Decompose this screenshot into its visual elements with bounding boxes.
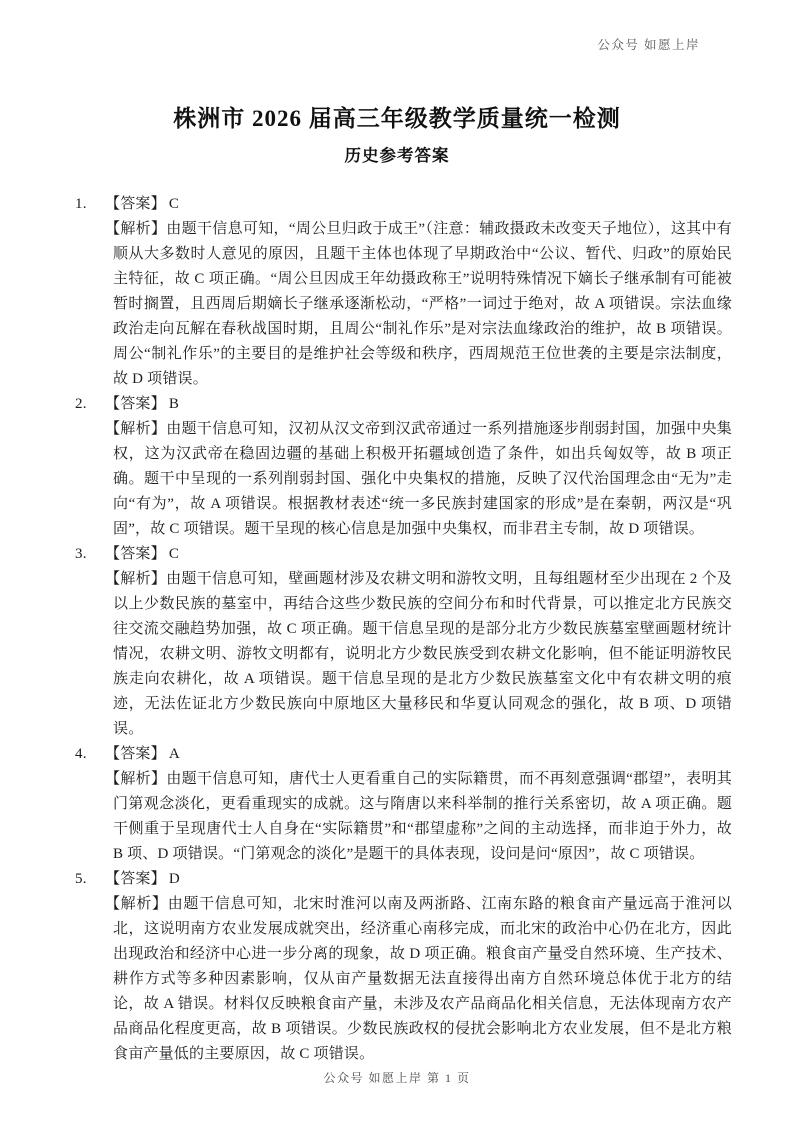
analysis-paragraph bbox=[105, 417, 732, 542]
answer-item-5 bbox=[75, 867, 732, 1067]
item-body bbox=[105, 392, 732, 542]
item-number: 5. bbox=[75, 871, 87, 887]
analysis-paragraph bbox=[105, 217, 732, 392]
answer-letter: A bbox=[168, 746, 180, 762]
item-number: 4. bbox=[75, 746, 87, 762]
analysis-label: 【解析】 bbox=[105, 771, 167, 787]
answer-line bbox=[105, 392, 732, 417]
analysis-text: 由题干信息可知，唐代士人更看重自己的实际籍贯，而不再刻意强调“郡望”，表明其门第观念淡化，更看重现实的成就。这与隋唐以来科举制的推行关系密切，故 A 项正确。题干侧重于呈现唐代士人自身在“实际籍贯”和“郡望虚称”之间的主动选择，而非迫于外力，故 B 项、D 项错误。“门第观念的淡化”是题干的具体表现，设问是问“原因”，故 C 项错误。 bbox=[113, 771, 732, 862]
answer-item-1 bbox=[75, 192, 732, 392]
answer-letter: C bbox=[168, 196, 180, 212]
answer-line bbox=[105, 867, 732, 892]
answer-letter: D bbox=[168, 871, 180, 887]
analysis-text: 由题干信息可知，“周公旦归政于成王”（注意：辅政摄政未改变天子地位），这其中有顺从大多数时人意见的原因，且题干主体也体现了早期政治中“公议、暂代、归政”的原始民主特征，故 C 项正确。“周公旦因成王年幼摄政称王”说明特殊情况下嫡长子继承制有可能被暂时搁置，且西周后期嫡长子继承逐渐松动，“严格”一词过于绝对，故 A 项错误。宗法血缘政治走向瓦解在春秋战国时期，且周公“制礼作乐”是对宗法血缘政治的维护，故 B 项错误。周公“制礼作乐”的主要目的是维护社会等级和秩序，西周规范王位世袭的主要是宗法制度，故 D 项错误。 bbox=[113, 221, 732, 387]
answer-label: 【答案】 bbox=[105, 871, 166, 887]
item-body bbox=[105, 542, 732, 742]
answers-list bbox=[75, 192, 732, 1067]
answer-line bbox=[105, 542, 732, 567]
answer-letter: B bbox=[168, 396, 180, 412]
page-subtitle: 历史参考答案 bbox=[344, 146, 450, 165]
page-title: 株洲市 2026 届高三年级教学质量统一检测 bbox=[173, 106, 621, 131]
analysis-text: 由题干信息可知，汉初从汉文帝到汉武帝通过一系列措施逐步削弱封国，加强中央集权，这为汉武帝在稳固边疆的基础上积极开拓疆域创造了条件，如出兵匈奴等，故 B 项正确。题干中呈现的一系列削弱封国、强化中央集权的措施，反映了汉代治国理念由“无为”走向“有为”，故 A 项错误。根据教材表述“统一多民族封建国家的形成”是在秦朝，两汉是“巩固”，故 C 项错误。题干呈现的核心信息是加强中央集权，而非君主专制，故 D 项错误。 bbox=[113, 421, 732, 537]
answer-item-3 bbox=[75, 542, 732, 742]
analysis-label: 【解析】 bbox=[105, 571, 167, 587]
answer-label: 【答案】 bbox=[105, 396, 166, 412]
item-body bbox=[105, 867, 732, 1067]
analysis-text: 由题干信息可知，壁画题材涉及农耕文明和游牧文明，且每组题材至少出现在 2 个及以上少数民族的墓室中，再结合这些少数民族的空间分布和时代背景，可以推定北方民族交往交流交融趋势加强，故 C 项正确。题干信息呈现的是部分北方少数民族墓室壁画题材统计情况，农耕文明、游牧文明都有，说明北方少数民族受到农耕文化影响，但不能证明游牧民族走向农耕化，故 A 项错误。题干信息呈现的是北方少数民族墓室文化中有农耕文明的痕迹，无法佐证北方少数民族向中原地区大量移民和华夏认同观念的强化，故 B 项、D 项错误。 bbox=[113, 571, 732, 737]
analysis-paragraph bbox=[105, 767, 732, 867]
item-body bbox=[105, 192, 732, 392]
answer-item-2 bbox=[75, 392, 732, 542]
analysis-text: 由题干信息可知，北宋时淮河以南及两浙路、江南东路的粮食亩产量远高于淮河以北，这说明南方农业发展成就突出，经济重心南移完成，而北宋的政治中心仍在北方，因此出现政治和经济中心进一步分离的现象，故 D 项正确。粮食亩产量受自然环境、生产技术、耕作方式等多种因素影响，仅从亩产量数据无法直接得出南方自然环境总体优于北方的结论，故 A 错误。材料仅反映粮食亩产量，未涉及农产品商品化相关信息，无法体现南方农产品商品化程度更高，故 B 项错误。少数民族政权的侵扰会影响北方农业发展，但不是北方粮食亩产量低的主要原因，故 C 项错误。 bbox=[113, 896, 732, 1062]
analysis-paragraph bbox=[105, 567, 732, 742]
analysis-label: 【解析】 bbox=[105, 221, 167, 237]
item-number: 2. bbox=[75, 396, 87, 412]
answer-label: 【答案】 bbox=[105, 196, 166, 212]
answer-item-4 bbox=[75, 742, 732, 867]
analysis-label: 【解析】 bbox=[105, 421, 167, 437]
item-number: 1. bbox=[75, 196, 87, 212]
footer-page-number: 公众号 如愿上岸 第 1 页 bbox=[323, 1071, 471, 1085]
answer-line bbox=[105, 192, 732, 217]
answer-letter: C bbox=[168, 546, 180, 562]
answer-label: 【答案】 bbox=[105, 546, 166, 562]
answer-label: 【答案】 bbox=[105, 746, 166, 762]
item-number: 3. bbox=[75, 546, 87, 562]
analysis-paragraph bbox=[105, 892, 732, 1067]
answer-line bbox=[105, 742, 732, 767]
item-body bbox=[105, 742, 732, 867]
analysis-label: 【解析】 bbox=[105, 896, 168, 912]
header-watermark: 公众号 如愿上岸 bbox=[597, 38, 700, 52]
